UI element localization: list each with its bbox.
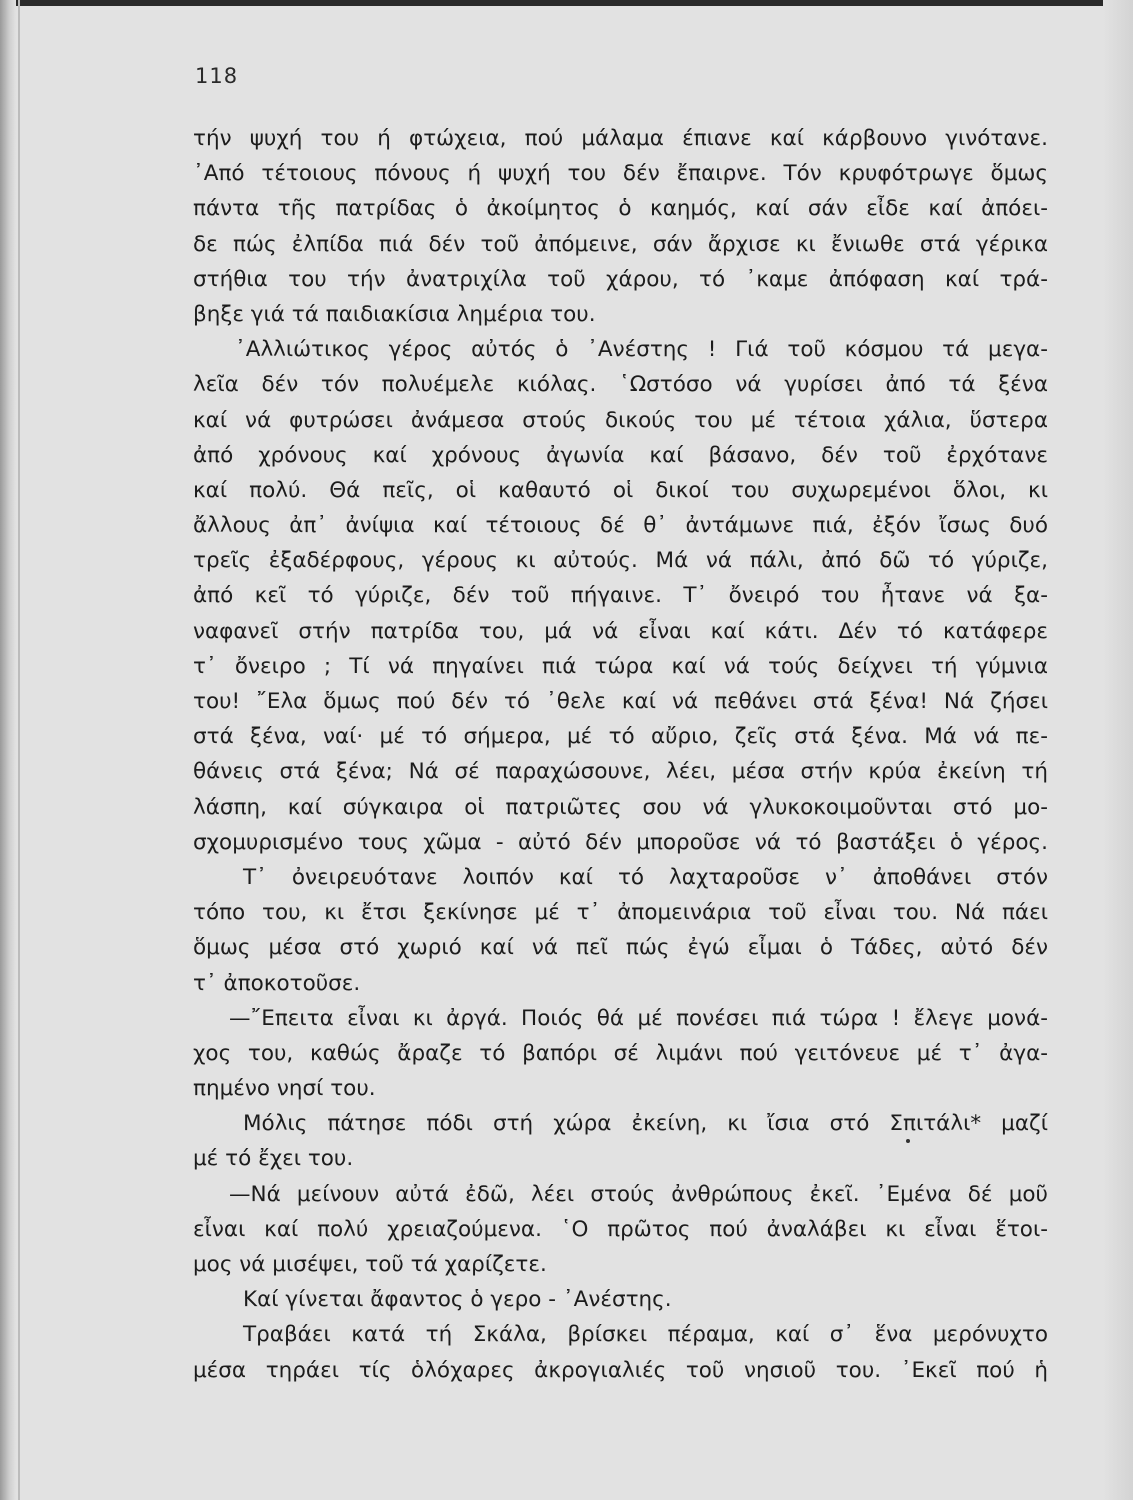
text-line: σχομυρισμένο τους χῶμα - αὐτό δέν μποροῦσε νά τό βαστάξει ὁ γέρος. bbox=[193, 829, 1048, 855]
text-line: Τ᾿ ὀνειρευότανε λοιπόν καί τό λαχταροῦσε ν᾿ ἀποθάνει στόν bbox=[243, 864, 1048, 890]
text-line: —Νά μείνουν αὐτά ἐδῶ, λέει στούς ἀνθρώπους ἐκεῖ. ᾿Εμένα δέ μοῦ bbox=[229, 1181, 1048, 1207]
text-line: πημένο νησί του. bbox=[193, 1076, 376, 1102]
text-line: στήθια του τήν ἀνατριχίλα τοῦ χάρου, τό ᾿καμε ἀπόφαση καί τρά- bbox=[193, 266, 1048, 292]
text-line: χος του, καθώς ἄραζε τό βαπόρι σέ λιμάνι πού γειτόνευε μέ τ᾿ ἀγα- bbox=[193, 1040, 1048, 1066]
text-line: ᾿Αλλιώτικος γέρος αὐτός ὁ ᾿Ανέστης ! Γιά τοῦ κόσμου τά μεγα- bbox=[235, 337, 1048, 363]
text-line: θάνεις στά ξένα; Νά σέ παραχώσουνε, λέει, μέσα στήν κρύα ἐκείνη τή bbox=[193, 759, 1048, 785]
text-line: ὅμως μέσα στό χωριό καί νά πεῖ πώς ἐγώ εἶμαι ὁ Τάδες, αὐτό δέν bbox=[193, 935, 1048, 961]
text-line: του! ῎Ελα ὅμως πού δέν τό ᾿θελε καί νά πεθάνει στά ξένα! Νά ζήσει bbox=[193, 689, 1048, 714]
text-line: μέ τό ἔχει του. bbox=[193, 1146, 354, 1172]
text-line: καί νά φυτρώσει ἀνάμεσα στούς δικούς του μέ τέτοια χάλια, ὕστερα bbox=[193, 407, 1048, 433]
text-line: στά ξένα, ναί· μέ τό σήμερα, μέ τό αὔριο, ζεῖς στά ξένα. Μά νά πε- bbox=[193, 724, 1048, 750]
text-line: τ᾿ ὄνειρο ; Τί νά πηγαίνει πιά τώρα καί νά τούς δείχνει τή γύμνια bbox=[193, 653, 1048, 679]
text-line: ἀπό χρόνους καί χρόνους ἀγωνία καί βάσανο, δέν τοῦ ἐρχότανε bbox=[193, 442, 1048, 468]
page-right-shade bbox=[1103, 0, 1133, 1500]
page-number: 118 bbox=[195, 64, 239, 88]
text-line: ἄλλους ἀπ᾿ ἀνίψια καί τέτοιους δέ θ᾿ ἀντάμωνε πιά, ἐξόν ἴσως δυό bbox=[193, 513, 1048, 539]
text-line: Τραβάει κατά τή Σκάλα, βρίσκει πέραμα, καί σ᾿ ἕνα μερόνυχτο bbox=[243, 1322, 1048, 1348]
text-line: Μόλις πάτησε πόδι στή χώρα ἐκείνη, κι ἴσια στό Σπιτάλι* μαζί bbox=[243, 1111, 1048, 1137]
text-line: τόπο του, κι ἔτσι ξεκίνησε μέ τ᾿ ἀπομεινάρια τοῦ εἶναι του. Νά πάει bbox=[193, 900, 1048, 926]
text-line: καί πολύ. Θά πεῖς, οἱ καθαυτό οἱ δικοί του συχωρεμένοι ὅλοι, κι bbox=[193, 477, 1048, 503]
text-line: εἶναι καί πολύ χρειαζούμενα. ῾Ο πρῶτος πού ἀναλάβει κι εἶναι ἕτοι- bbox=[193, 1216, 1048, 1242]
text-line: τ᾿ ἀποκοτοῦσε. bbox=[193, 970, 361, 996]
text-line: πάντα τῆς πατρίδας ὁ ἀκοίμητος ὁ καημός, καί σάν εἶδε καί ἀπόει- bbox=[193, 196, 1048, 222]
text-line: Καί γίνεται ἄφαντος ὁ γερο - ᾿Ανέστης. bbox=[243, 1287, 672, 1313]
text-line: μος νά μισέψει, τοῦ τά χαρίζετε. bbox=[193, 1252, 547, 1277]
body-text bbox=[193, 121, 1048, 1388]
page-left-edge bbox=[0, 0, 16, 1500]
text-line: ἀπό κεῖ τό γύριζε, δέν τοῦ πήγαινε. Τ᾿ ὄνειρό του ἦτανε νά ξα- bbox=[193, 583, 1048, 609]
ink-speck bbox=[906, 1139, 910, 1143]
text-line: μέσα τηράει τίς ὁλόχαρες ἀκρογιαλιές τοῦ νησιοῦ του. ᾿Εκεῖ πού ἡ bbox=[193, 1357, 1048, 1383]
text-line: δε πώς ἐλπίδα πιά δέν τοῦ ἀπόμεινε, σάν ἄρχισε κι ἔνιωθε στά γέρικα bbox=[193, 231, 1048, 257]
text-line: ναφανεῖ στήν πατρίδα του, μά νά εἶναι καί κάτι. Δέν τό κατάφερε bbox=[193, 618, 1048, 644]
binding-line bbox=[18, 0, 20, 1500]
text-line: λεῖα δέν τόν πολυέμελε κιόλας. ῾Ωστόσο νά γυρίσει ἀπό τά ξένα bbox=[193, 372, 1048, 398]
text-line: τήν ψυχή του ή φτώχεια, πού μάλαμα έπιανε καί κάρβουνο γινότανε. bbox=[193, 126, 1048, 151]
text-line: —῎Επειτα εἶναι κι ἀργά. Ποιός θά μέ πονέσει πιά τώρα ! ἔλεγε μονά- bbox=[229, 1005, 1048, 1031]
text-line: τρεῖς ἐξαδέρφους, γέρους κι αὐτούς. Μά νά πάλι, ἀπό δῶ τό γύριζε, bbox=[193, 548, 1048, 574]
text-line: λάσπη, καί σύγκαιρα οἱ πατριῶτες σου νά γλυκοκοιμοῦνται στό μο- bbox=[193, 794, 1048, 820]
text-line: ᾿Από τέτοιους πόνους ή ψυχή του δέν ἔπαιρνε. Τόν κρυφότρωγε ὅμως bbox=[193, 161, 1048, 187]
text-line: βηξε γιά τά παιδιακίσια λημέρια του. bbox=[193, 301, 596, 327]
page-top-edge bbox=[0, 0, 1133, 6]
